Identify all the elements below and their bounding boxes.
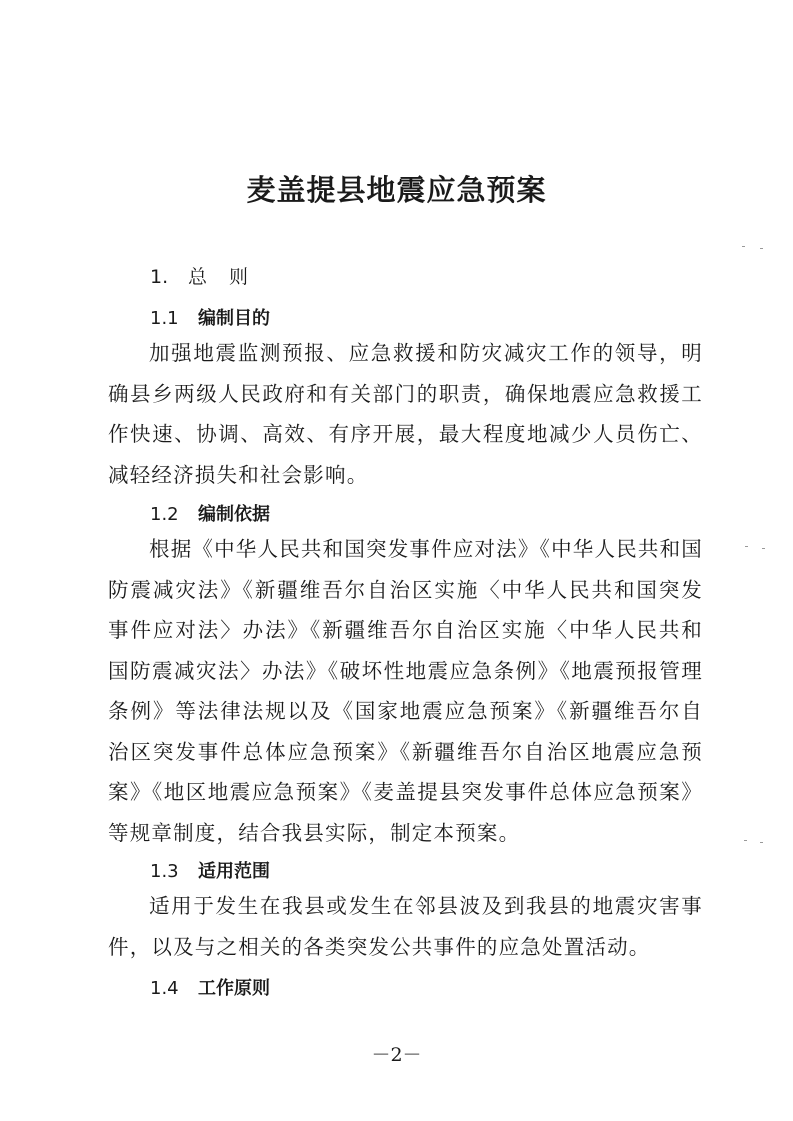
scan-speck xyxy=(760,248,763,249)
section-label: 总则 xyxy=(188,266,271,288)
subsection-number: 1.2 xyxy=(150,504,179,525)
document-title: 麦盖提县地震应急预案 xyxy=(246,173,547,207)
scan-speck xyxy=(760,842,763,843)
section-heading xyxy=(150,262,270,289)
subsection-heading xyxy=(150,304,270,330)
subsection-label: 工作原则 xyxy=(198,978,270,999)
subsection-number: 1.1 xyxy=(150,308,179,329)
subsection-label: 编制目的 xyxy=(198,308,270,329)
scan-speck xyxy=(744,840,747,841)
subsection-number: 1.4 xyxy=(150,978,179,999)
paragraph: 根据《中华人民共和国突发事件应对法》《中华人民共和国防震减灾法》《新疆维吾尔自治区实施〈中华人民共和国突发事件应对法〉办法》《新疆维吾尔自治区实施〈中华人民共和国防震减灾法〉办法》《破坏性地震应急条例》《地震预报管理条例》等法律法规以及《国家地震应急预案》《新疆维吾尔自治区突发事件总体应急预案》《新疆维吾尔自治区地震应急预案》《地区地震应急预案》《麦盖提县突发事件总体应急预案》等规章制度，结合我县实际，制定本预案。 xyxy=(108,537,703,845)
subsection-label: 适用范围 xyxy=(198,861,270,882)
subsection-heading xyxy=(150,857,270,883)
subsection-number: 1.3 xyxy=(150,861,179,882)
scan-speck xyxy=(742,246,745,247)
scan-speck xyxy=(745,546,748,547)
paragraph: 适用于发生在我县或发生在邻县波及到我县的地震灾害事件，以及与之相关的各类突发公共事件的应急处置活动。 xyxy=(108,894,703,959)
subsection-heading xyxy=(150,974,270,1000)
section-number: 1. xyxy=(150,266,169,288)
subsection-heading xyxy=(150,500,270,526)
page-number: －2－ xyxy=(371,1044,422,1066)
subsection-label: 编制依据 xyxy=(198,504,270,525)
paragraph: 加强地震监测预报、应急救援和防灾减灾工作的领导，明确县乡两级人民政府和有关部门的职责，确保地震应急救援工作快速、协调、高效、有序开展，最大程度地减少人员伤亡、减轻经济损失和社会影响。 xyxy=(108,341,703,487)
scan-speck xyxy=(762,548,765,549)
